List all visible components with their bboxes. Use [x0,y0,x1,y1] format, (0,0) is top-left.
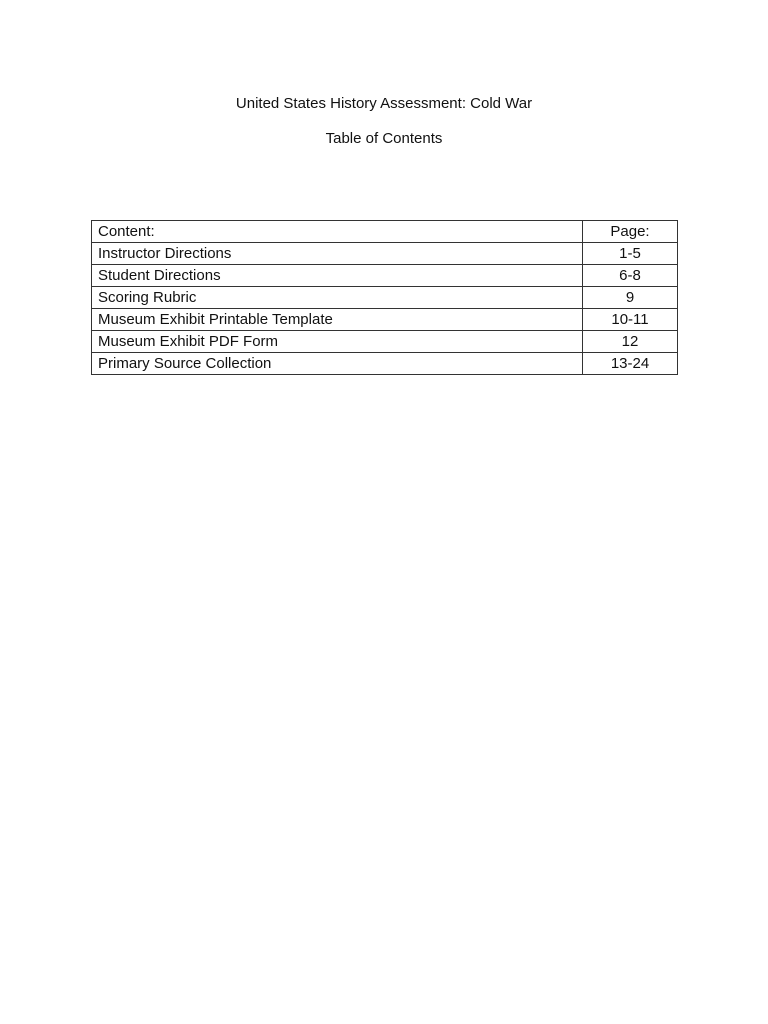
row-content: Scoring Rubric [92,287,583,309]
table-row [92,353,678,375]
table-row [92,265,678,287]
document-subtitle: Table of Contents [325,130,443,147]
table-row [92,287,678,309]
row-page: 1-5 [583,243,678,265]
page-column-header: Page: [583,221,678,243]
table-row [92,243,678,265]
row-content: Museum Exhibit PDF Form [92,331,583,353]
row-page: 13-24 [583,353,678,375]
table-row [92,331,678,353]
table-row [92,309,678,331]
document-title: United States History Assessment: Cold War [235,95,533,112]
row-page: 10-11 [583,309,678,331]
row-page: 9 [583,287,678,309]
row-content: Primary Source Collection [92,353,583,375]
row-content: Student Directions [92,265,583,287]
table-header-row [92,221,678,243]
row-page: 12 [583,331,678,353]
row-content: Instructor Directions [92,243,583,265]
row-content: Museum Exhibit Printable Template [92,309,583,331]
row-page: 6-8 [583,265,678,287]
table-of-contents [91,220,678,375]
content-column-header: Content: [92,221,583,243]
